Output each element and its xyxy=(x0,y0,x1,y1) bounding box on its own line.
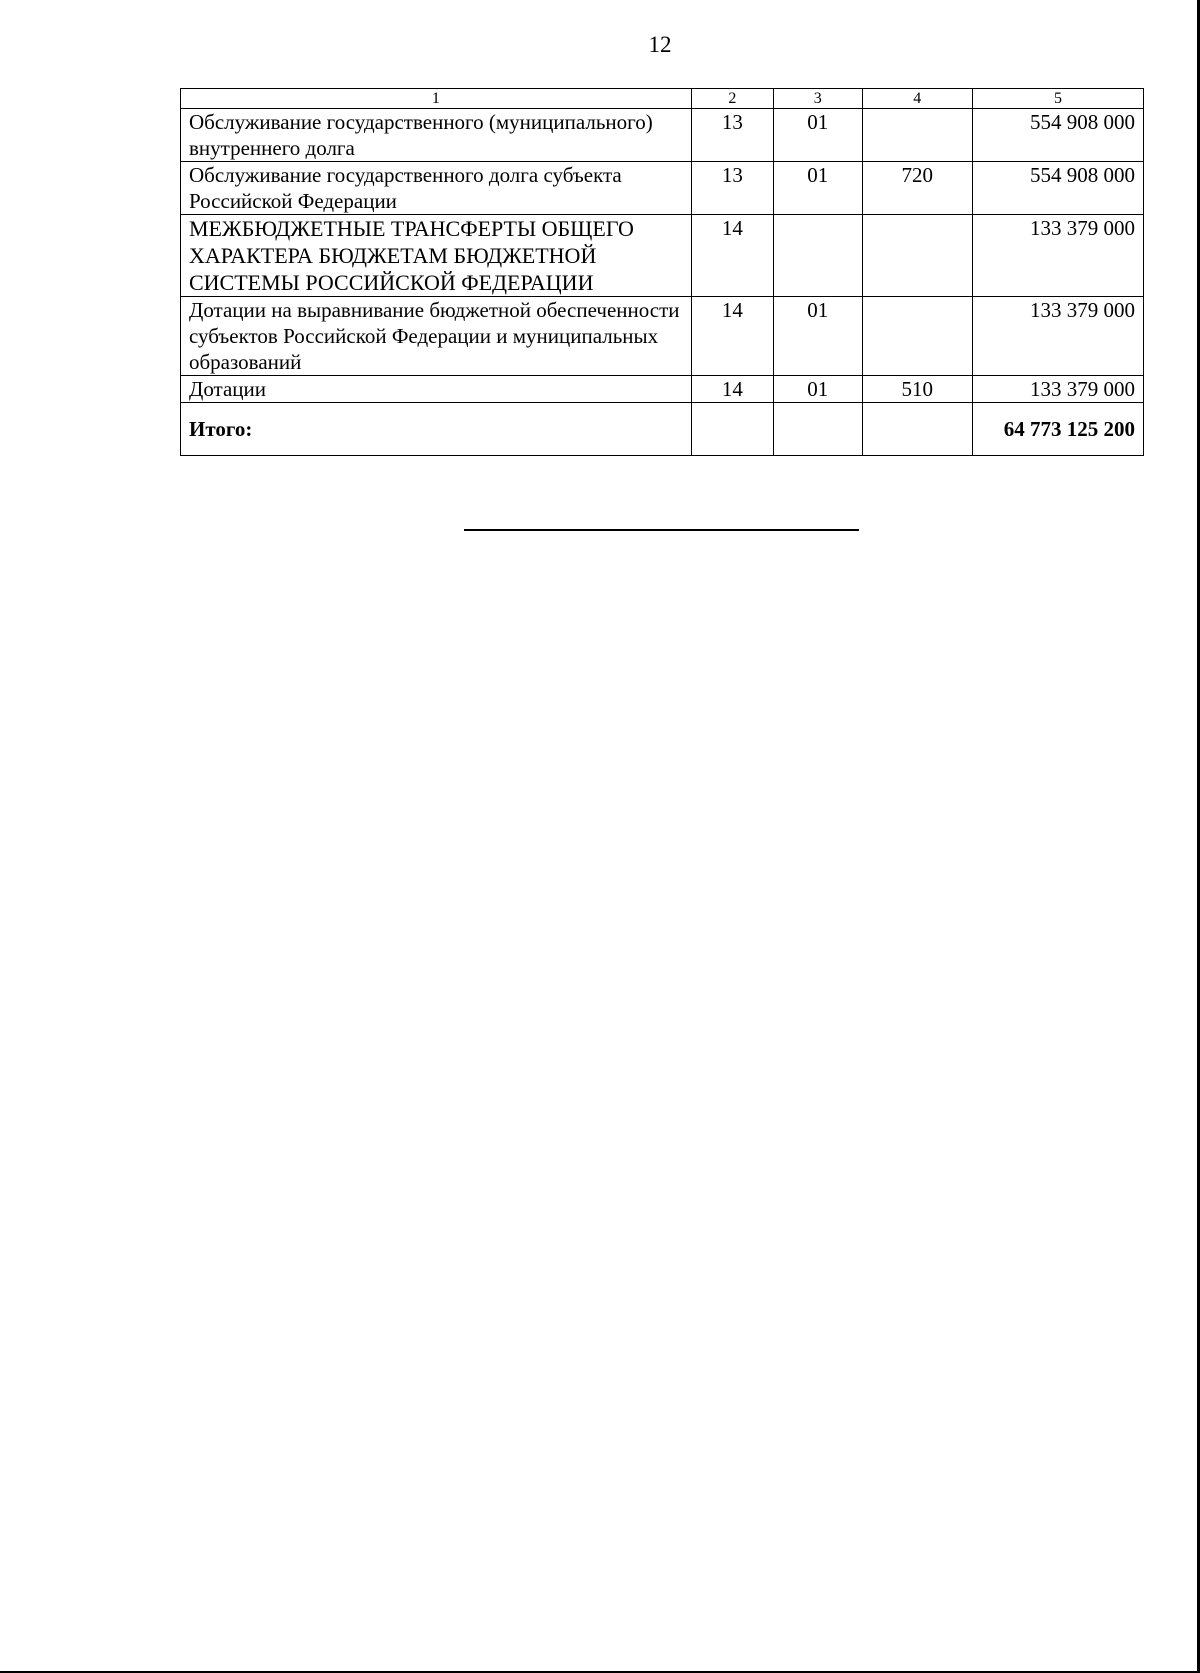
page-number: 12 xyxy=(648,32,672,57)
row-expense-type: 720 xyxy=(862,162,973,215)
total-empty-cell xyxy=(774,403,862,456)
table-row xyxy=(181,297,1144,376)
header-col-1: 1 xyxy=(181,89,692,109)
table-row xyxy=(181,215,1144,297)
row-subsection xyxy=(774,215,862,297)
row-section: 14 xyxy=(691,215,773,297)
row-expense-type: 510 xyxy=(862,376,973,403)
row-name: МЕЖБЮДЖЕТНЫЕ ТРАНСФЕРТЫ ОБЩЕГО ХАРАКТЕРА БЮДЖЕТАМ БЮДЖЕТНОЙ СИСТЕМЫ РОССИЙСКОЙ ФЕДЕРАЦИИ xyxy=(181,215,692,297)
row-subsection: 01 xyxy=(774,162,862,215)
table-row xyxy=(181,376,1144,403)
row-subsection: 01 xyxy=(774,297,862,376)
budget-table xyxy=(180,88,1144,456)
total-empty-cell xyxy=(691,403,773,456)
row-amount: 554 908 000 xyxy=(973,109,1144,162)
closing-rule-line xyxy=(464,529,859,531)
row-amount: 554 908 000 xyxy=(973,162,1144,215)
row-expense-type xyxy=(862,109,973,162)
row-amount: 133 379 000 xyxy=(973,297,1144,376)
row-section: 13 xyxy=(691,109,773,162)
header-col-5: 5 xyxy=(973,89,1144,109)
row-amount: 133 379 000 xyxy=(973,215,1144,297)
row-amount: 133 379 000 xyxy=(973,376,1144,403)
table-row xyxy=(181,109,1144,162)
header-col-2: 2 xyxy=(691,89,773,109)
row-expense-type xyxy=(862,297,973,376)
table-row xyxy=(181,162,1144,215)
total-label: Итого: xyxy=(181,403,692,456)
row-section: 14 xyxy=(691,376,773,403)
total-row xyxy=(181,403,1144,456)
row-section: 14 xyxy=(691,297,773,376)
row-expense-type xyxy=(862,215,973,297)
row-subsection: 01 xyxy=(774,376,862,403)
row-name: Дотации на выравнивание бюджетной обеспеченности субъектов Российской Федерации и муниципальных образований xyxy=(181,297,692,376)
row-subsection: 01 xyxy=(774,109,862,162)
header-col-4: 4 xyxy=(862,89,973,109)
table-header-row xyxy=(181,89,1144,109)
header-col-3: 3 xyxy=(774,89,862,109)
row-name: Обслуживание государственного (муниципального) внутреннего долга xyxy=(181,109,692,162)
total-empty-cell xyxy=(862,403,973,456)
total-amount: 64 773 125 200 xyxy=(973,403,1144,456)
row-name: Обслуживание государственного долга субъекта Российской Федерации xyxy=(181,162,692,215)
row-section: 13 xyxy=(691,162,773,215)
row-name: Дотации xyxy=(181,376,692,403)
